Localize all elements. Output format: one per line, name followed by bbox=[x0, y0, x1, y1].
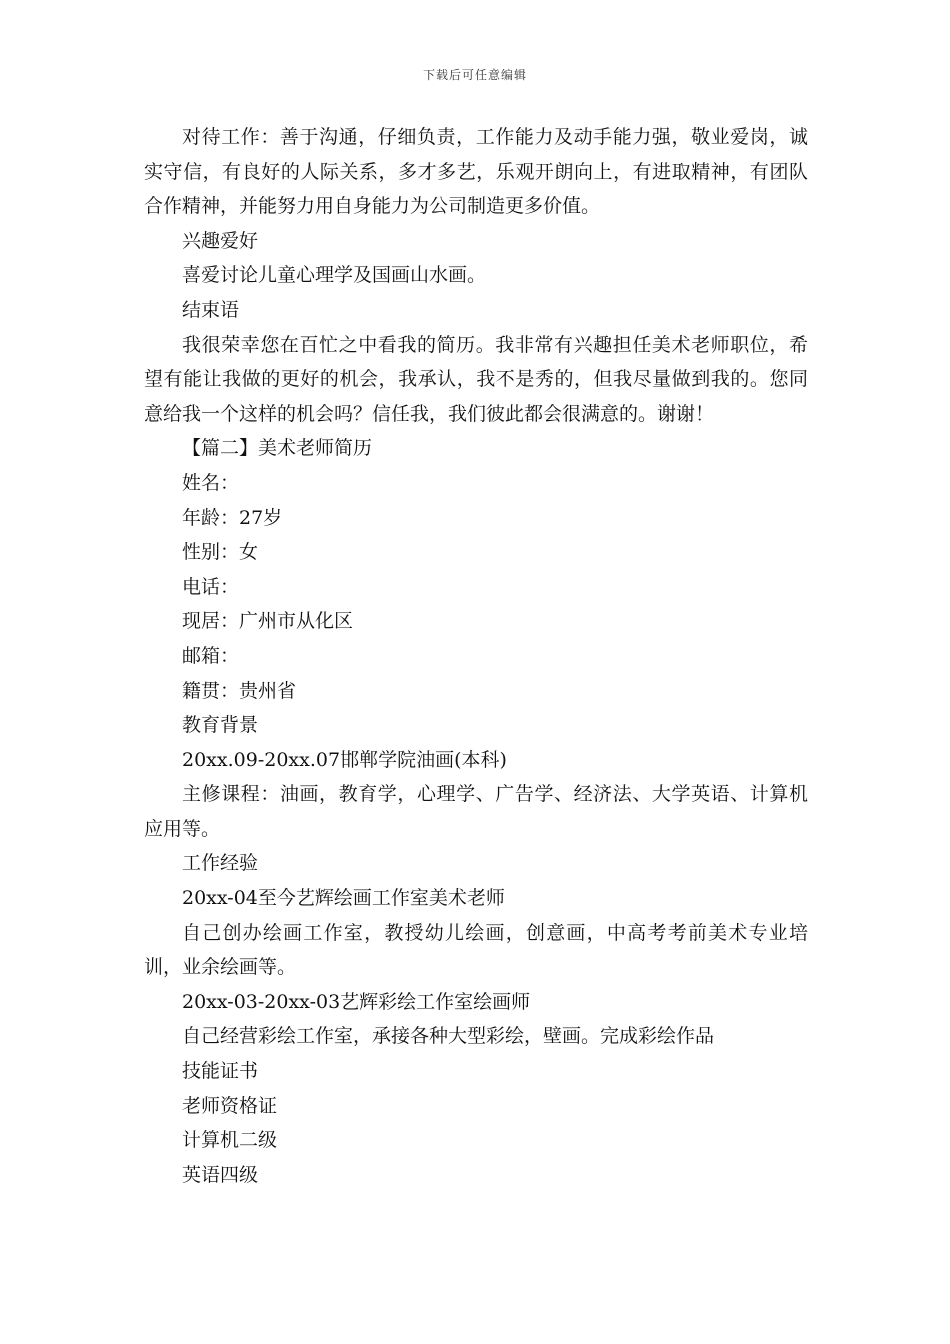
certificate-item: 计算机二级 bbox=[182, 1129, 278, 1152]
experience-description-1: 自己创办绘画工作室，教授幼儿绘画，创意画，中高考考前美术专业培训，业余绘画等。 bbox=[144, 921, 808, 979]
heading-closing: 结束语 bbox=[182, 298, 240, 321]
field-native-place: 籍贯：贵州省 bbox=[182, 679, 297, 702]
field-age: 年龄：27岁 bbox=[182, 506, 283, 529]
experience-entry-2: 20xx-03-20xx-03艺辉彩绘工作室绘画师 bbox=[182, 990, 531, 1013]
certificate-item: 老师资格证 bbox=[182, 1094, 278, 1117]
heading-education: 教育背景 bbox=[182, 714, 259, 737]
experience-entry-1: 20xx-04至今艺辉绘画工作室美术老师 bbox=[182, 887, 505, 910]
section-title: 【篇二】美术老师简历 bbox=[182, 437, 373, 460]
field-email: 邮箱： bbox=[182, 644, 240, 667]
paragraph-hobbies: 喜爱讨论儿童心理学及国画山水画。 bbox=[182, 264, 487, 287]
experience-description-2: 自己经营彩绘工作室，承接各种大型彩绘，壁画。完成彩绘作品 bbox=[182, 1025, 715, 1048]
field-gender: 性别：女 bbox=[182, 541, 259, 564]
document-body bbox=[144, 120, 808, 1192]
field-residence: 现居：广州市从化区 bbox=[182, 610, 354, 633]
heading-certificates: 技能证书 bbox=[182, 1060, 259, 1083]
paragraph-closing: 我很荣幸您在百忙之中看我的简历。我非常有兴趣担任美术老师职位，希望有能让我做的更好的机会，我承认，我不是秀的，但我尽量做到我的。您同意给我一个这样的机会吗？信任我，我们彼此都会很满意的。谢谢！ bbox=[144, 333, 808, 425]
heading-hobbies: 兴趣爱好 bbox=[182, 229, 259, 252]
heading-experience: 工作经验 bbox=[182, 852, 259, 875]
paragraph-courses: 主修课程：油画，教育学，心理学、广告学、经济法、大学英语、计算机应用等。 bbox=[144, 783, 808, 840]
certificate-item: 英语四级 bbox=[182, 1163, 259, 1186]
education-entry: 20xx.09-20xx.07邯郸学院油画(本科) bbox=[182, 748, 507, 771]
paragraph-work-attitude: 对待工作：善于沟通，仔细负责，工作能力及动手能力强，敬业爱岗，诚实守信，有良好的人际关系，多才多艺，乐观开朗向上，有进取精神，有团队合作精神，并能努力用自身能力为公司制造更多价值。 bbox=[144, 126, 808, 218]
field-phone: 电话： bbox=[182, 575, 240, 598]
field-name: 姓名： bbox=[182, 471, 240, 494]
page-header: 下载后可任意编辑 bbox=[422, 68, 527, 82]
